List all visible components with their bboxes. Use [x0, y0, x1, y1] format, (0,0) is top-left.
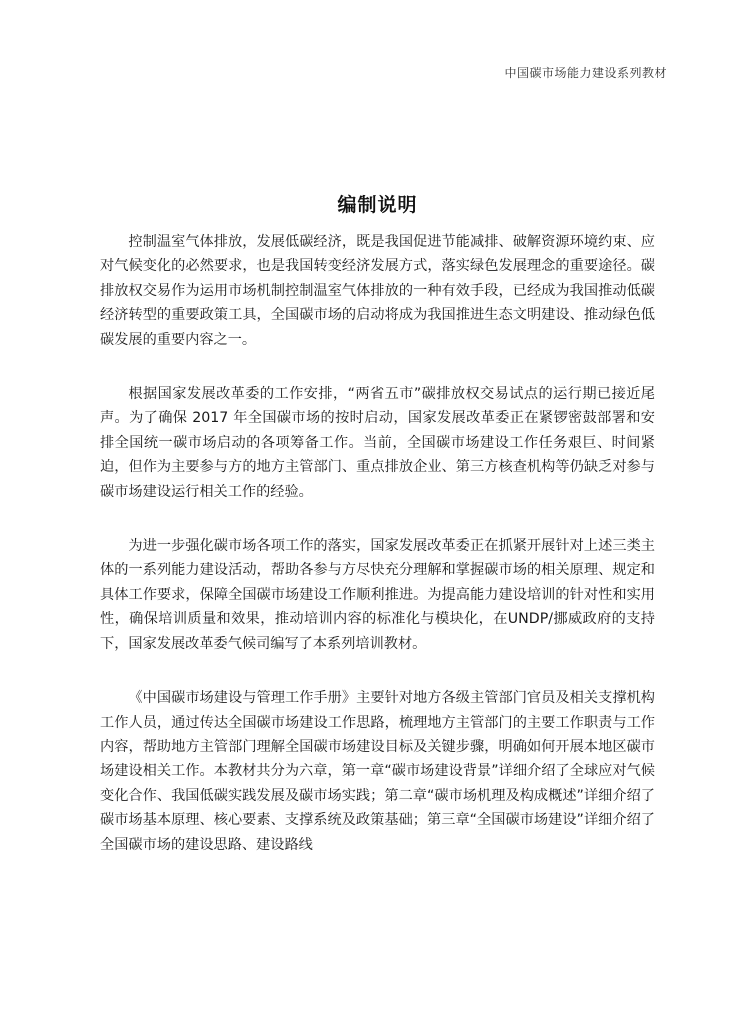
paragraph-3: 为进一步强化碳市场各项工作的落实，国家发展改革委正在抓紧开展针对上述三类主体的一系列能力建设活动，帮助各参与方尽快充分理解和掌握碳市场的相关原理、规定和具体工作要求，保障全国碳市场建设工作顺利推进。为提高能力建设培训的针对性和实用性，确保培训质量和效果，推动培训内容的标准化与模块化，在UNDP/挪威政府的支持下，国家发展改革委气候司编写了本系列培训教材。: [100, 538, 655, 652]
running-header: 中国碳市场能力建设系列教材: [504, 66, 667, 80]
page-title: 编制说明: [337, 194, 418, 216]
body-text: [100, 230, 655, 857]
paragraph-1: 控制温室气体排放，发展低碳经济，既是我国促进节能减排、破解资源环境约束、应对气候变化的必然要求，也是我国转变经济发展方式，落实绿色发展理念的重要途径。碳排放权交易作为运用市场机制控制温室气体排放的一种有效手段，已经成为我国推动低碳经济转型的重要政策工具，全国碳市场的启动将成为我国推进生态文明建设、推动绿色低碳发展的重要内容之一。: [100, 234, 655, 348]
paragraph-2: 根据国家发展改革委的工作安排，“两省五市”碳排放权交易试点的运行期已接近尾声。为了确保 2017 年全国碳市场的按时启动，国家发展改革委正在紧锣密鼓部署和安排全国统一碳市场启动的各项筹备工作。当前，全国碳市场建设工作任务艰巨、时间紧迫，但作为主要参与方的地方主管部门、重点排放企业、第三方核查机构等仍缺乏对参与碳市场建设运行相关工作的经验。: [100, 386, 655, 500]
paragraph-4: 《中国碳市场建设与管理工作手册》主要针对地方各级主管部门官员及相关支撑机构工作人员，通过传达全国碳市场建设工作思路，梳理地方主管部门的主要工作职责与工作内容，帮助地方主管部门理解全国碳市场建设目标及关键步骤，明确如何开展本地区碳市场建设相关工作。本教材共分为六章，第一章“碳市场建设背景”详细介绍了全球应对气候变化合作、我国低碳实践发展及碳市场实践；第二章“碳市场机理及构成概述”详细介绍了碳市场基本原理、核心要素、支撑系统及政策基础；第三章“全国碳市场建设”详细介绍了全国碳市场的建设思路、建设路线: [100, 690, 655, 853]
